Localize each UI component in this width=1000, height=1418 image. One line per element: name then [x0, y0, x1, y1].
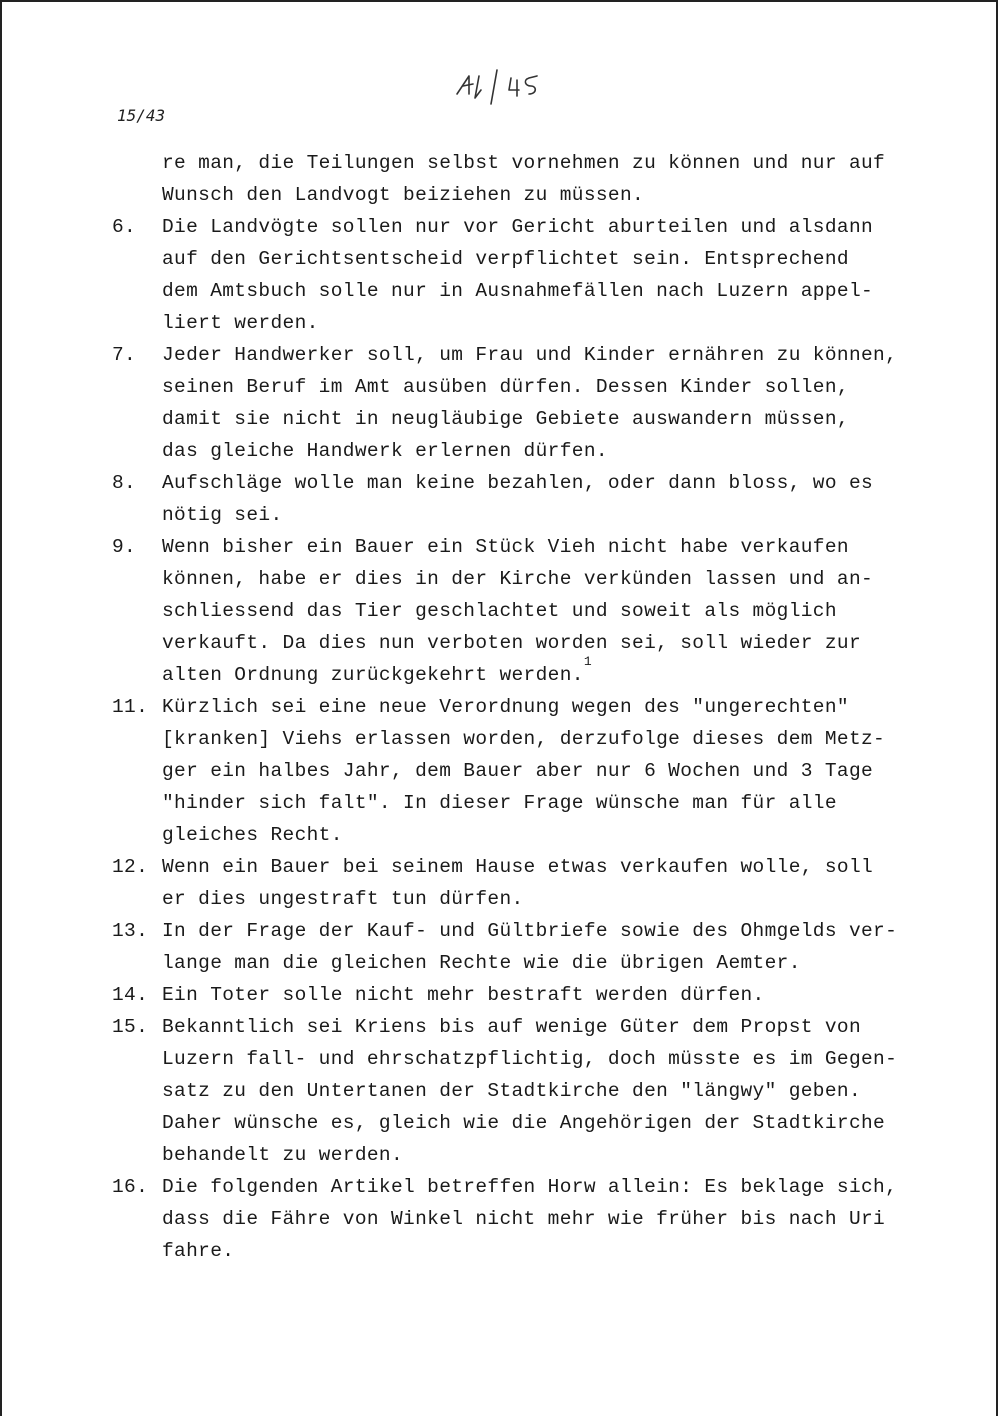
line-text: lange man die gleichen Rechte wie die übrigen Aemter. [162, 952, 801, 974]
line-text: liert werden. [162, 312, 319, 334]
line-text: er dies ungestraft tun dürfen. [162, 888, 524, 910]
line-text: satz zu den Untertanen der Stadtkirche den "längwy" geben. [162, 1080, 862, 1102]
item-text [162, 979, 912, 1011]
text-line [162, 819, 912, 851]
item-number: 11. [112, 696, 149, 718]
line-text: auf den Gerichtsentscheid verpflichtet sein. Entsprechend [162, 248, 849, 270]
line-text: Luzern fall- und ehrschatzpflichtig, doch müsste es im Gegen- [162, 1048, 898, 1070]
text-line [162, 979, 912, 1011]
text-line [162, 1203, 912, 1235]
line-text: "hinder sich falt". In dieser Frage wünsche man für alle [162, 792, 837, 814]
text-line [162, 499, 912, 531]
text-line [162, 243, 912, 275]
list-item [112, 339, 912, 467]
item-number: 7. [112, 344, 137, 366]
text-line [162, 435, 912, 467]
text-line [162, 595, 912, 627]
list-item [112, 691, 912, 851]
text-line [162, 275, 912, 307]
text-line [162, 1139, 912, 1171]
line-text: Jeder Handwerker soll, um Frau und Kinder ernähren zu können, [162, 344, 898, 366]
list-item [112, 979, 912, 1011]
item-number: 8. [112, 472, 137, 494]
item-text [162, 531, 912, 691]
item-text [162, 211, 912, 339]
line-text: damit sie nicht in neugläubige Gebiete auswandern müssen, [162, 408, 849, 430]
list-item [112, 1011, 912, 1171]
text-line [162, 339, 912, 371]
line-text: Bekanntlich sei Kriens bis auf wenige Güter dem Propst von [162, 1016, 862, 1038]
page-number: 15/43 [117, 106, 166, 125]
list-item [112, 1171, 912, 1267]
text-line [162, 1043, 912, 1075]
text-line: re man, die Teilungen selbst vornehmen zu können und nur auf [162, 152, 886, 174]
line-text: behandelt zu werden. [162, 1144, 404, 1166]
item-number: 9. [112, 536, 137, 558]
text-line [162, 755, 912, 787]
text-line [162, 1235, 912, 1267]
line-text: das gleiche Handwerk erlernen dürfen. [162, 440, 608, 462]
line-text: [kranken] Viehs erlassen worden, derzufolge dieses dem Metz- [162, 728, 886, 750]
item-number: 15. [112, 1016, 149, 1038]
line-text: schliessend das Tier geschlachtet und soweit als möglich [162, 600, 837, 622]
line-text: nötig sei. [162, 504, 283, 526]
item-number: 16. [112, 1176, 149, 1198]
text-line [162, 307, 912, 339]
line-text: In der Frage der Kauf- und Gültbriefe sowie des Ohmgelds ver- [162, 920, 898, 942]
text-line [162, 211, 912, 243]
text-line [162, 1075, 912, 1107]
text-line [162, 851, 912, 883]
text-line [162, 787, 912, 819]
list-item [112, 211, 912, 339]
numbered-list [112, 211, 912, 1267]
item-text [162, 1011, 912, 1171]
handwritten-annotation [453, 64, 573, 114]
item-text [162, 339, 912, 467]
item-text [162, 467, 912, 531]
line-text: verkauft. Da dies nun verboten worden sei, soll wieder zur [162, 632, 862, 654]
text-line [162, 723, 912, 755]
item-number: 13. [112, 920, 149, 942]
item-number: 14. [112, 984, 149, 1006]
list-item [112, 915, 912, 979]
list-item [112, 467, 912, 531]
line-text: Die folgenden Artikel betreffen Horw allein: Es beklage sich, [162, 1176, 898, 1198]
item-number: 12. [112, 856, 149, 878]
text-line [162, 1171, 912, 1203]
document-body [112, 147, 912, 1267]
line-text: dass die Fähre von Winkel nicht mehr wie früher bis nach Uri [162, 1208, 886, 1230]
line-text: Daher wünsche es, gleich wie die Angehörigen der Stadtkirche [162, 1112, 886, 1134]
text-line: Wunsch den Landvogt beiziehen zu müssen. [162, 184, 645, 206]
text-line [162, 371, 912, 403]
text-line [162, 627, 912, 659]
text-line [162, 654, 912, 691]
text-line [162, 1107, 912, 1139]
line-text: alten Ordnung zurückgekehrt werden. [162, 664, 584, 686]
line-text: Ein Toter solle nicht mehr bestraft werden dürfen. [162, 984, 765, 1006]
item-text [162, 851, 912, 915]
line-text: Wenn ein Bauer bei seinem Hause etwas verkaufen wolle, soll [162, 856, 874, 878]
text-line [162, 691, 912, 723]
line-text: ger ein halbes Jahr, dem Bauer aber nur 6 Wochen und 3 Tage [162, 760, 874, 782]
item-text [162, 1171, 912, 1267]
line-text: gleiches Recht. [162, 824, 343, 846]
footnote-marker: 1 [583, 654, 592, 669]
item-number: 6. [112, 216, 137, 238]
line-text: seinen Beruf im Amt ausüben dürfen. Dessen Kinder sollen, [162, 376, 849, 398]
text-line [162, 531, 912, 563]
list-item [112, 851, 912, 915]
line-text: fahre. [162, 1240, 235, 1262]
text-line [162, 915, 912, 947]
line-text: dem Amtsbuch solle nur in Ausnahmefällen nach Luzern appel- [162, 280, 874, 302]
text-line [162, 563, 912, 595]
text-line [162, 403, 912, 435]
text-line [162, 467, 912, 499]
line-text: Kürzlich sei eine neue Verordnung wegen des "ungerechten" [162, 696, 849, 718]
line-text: Die Landvögte sollen nur vor Gericht aburteilen und alsdann [162, 216, 874, 238]
line-text: Aufschläge wolle man keine bezahlen, oder dann bloss, wo es [162, 472, 874, 494]
text-line [162, 947, 912, 979]
item-text [162, 691, 912, 851]
item-text [162, 915, 912, 979]
text-line [162, 1011, 912, 1043]
line-text: können, habe er dies in der Kirche verkünden lassen und an- [162, 568, 874, 590]
list-item [112, 531, 912, 691]
text-line [162, 883, 912, 915]
line-text: Wenn bisher ein Bauer ein Stück Vieh nicht habe verkaufen [162, 536, 849, 558]
continuation-paragraph [112, 147, 912, 211]
